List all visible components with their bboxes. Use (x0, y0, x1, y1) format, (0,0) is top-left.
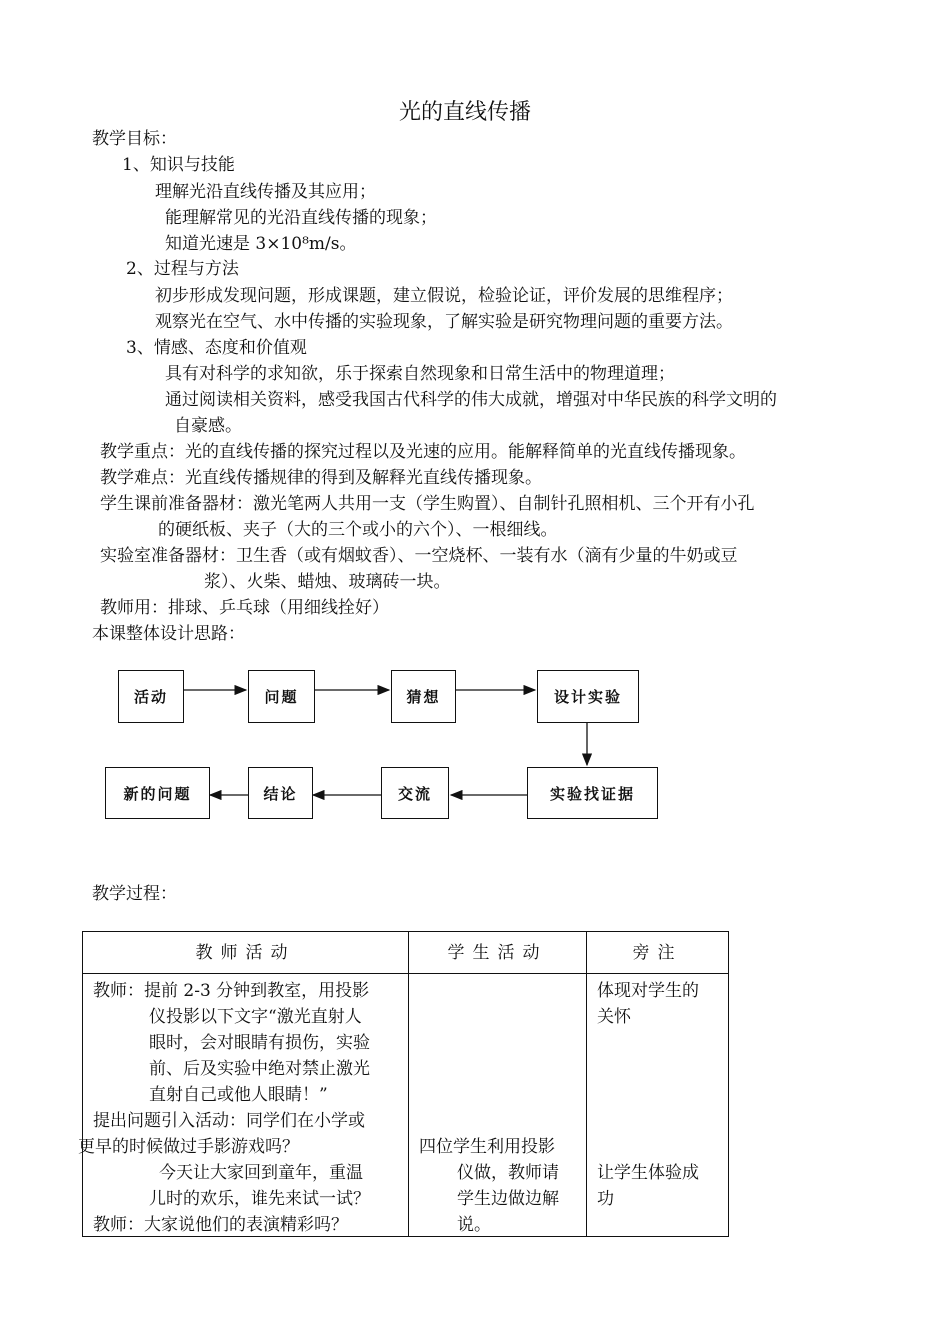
flow-guess-box: 猜想 (391, 670, 456, 723)
objective-1-heading: 1、知识与技能 (122, 155, 235, 175)
notes-cell (587, 974, 728, 1236)
objective-2-item: 观察光在空气、水中传播的实验现象，了解实验是研究物理问题的重要方法。 (155, 312, 733, 332)
student-line: 四位学生利用投影 (419, 1137, 555, 1157)
objective-1-item: 理解光沿直线传播及其应用； (155, 182, 376, 202)
note-line: 让学生体验成 (597, 1163, 699, 1183)
teacher-line: 更早的时候做过手影游戏吗？ (78, 1137, 299, 1157)
header-teacher-activity: 教师活动 (83, 932, 409, 974)
note-line: 功 (597, 1189, 614, 1209)
student-line: 仪做，教师请 (457, 1163, 559, 1183)
flow-design-experiment-box: 设计实验 (537, 670, 639, 723)
teacher-line: 教师：提前 2-3 分钟到教室，用投影 (93, 981, 370, 1001)
student-equipment-line2: 的硬纸板、夹子（大的三个或小的六个）、一根细线。 (158, 520, 558, 540)
student-activity-cell (409, 974, 586, 1236)
teacher-line: 仪投影以下文字“激光直射人 (149, 1007, 362, 1027)
flow-activity-box: 活动 (118, 670, 184, 723)
page-title: 光的直线传播 (399, 100, 532, 125)
objective-2-heading: 2、过程与方法 (126, 259, 239, 279)
student-line: 说。 (457, 1215, 491, 1235)
objective-1-item: 能理解常见的光沿直线传播的现象； (165, 208, 437, 228)
lab-equipment-line1: 实验室准备器材：卫生香（或有烟蚊香）、一空烧杯、一装有水（滴有少量的牛奶或豆 (100, 546, 738, 566)
process-table (78, 931, 729, 1237)
teacher-line: 教师：大家说他们的表演精彩吗？ (93, 1215, 348, 1235)
difficulty: 教学难点：光直线传播规律的得到及解释光直线传播现象。 (100, 468, 542, 488)
objective-2-item: 初步形成发现问题，形成课题，建立假说，检验论证，评价发展的思维程序； (155, 286, 733, 306)
flow-new-question-box: 新的问题 (105, 767, 210, 819)
process-heading: 教学过程： (92, 884, 177, 904)
objective-3-heading: 3、情感、态度和价值观 (126, 338, 307, 358)
flow-question-box: 问题 (248, 670, 315, 723)
design-heading: 本课整体设计思路： (92, 624, 245, 644)
note-line: 体现对学生的 (597, 981, 699, 1001)
teacher-line: 直射自己或他人眼睛！” (149, 1085, 328, 1105)
key-point: 教学重点：光的直线传播的探究过程以及光速的应用。能解释简单的光直线传播现象。 (100, 442, 746, 462)
objective-3-item: 自豪感。 (174, 416, 242, 436)
teacher-equipment: 教师用：排球、乒乓球（用细线拴好） (100, 598, 389, 618)
teacher-line: 儿时的欢乐，谁先来试一试？ (149, 1189, 370, 1209)
flow-find-evidence-box: 实验找证据 (527, 767, 658, 819)
teacher-line: 提出问题引入活动：同学们在小学或 (93, 1111, 365, 1131)
teacher-line: 前、后及实验中绝对禁止激光 (149, 1059, 370, 1079)
teacher-line: 今天让大家回到童年，重温 (159, 1163, 363, 1183)
objective-1-item: 知道光速是 3×10⁸m/s。 (165, 234, 357, 254)
flow-conclusion-box: 结论 (248, 767, 313, 819)
header-student-activity: 学生活动 (409, 932, 587, 974)
objective-3-item: 具有对科学的求知欲，乐于探索自然现象和日常生活中的物理道理； (165, 364, 675, 384)
student-line: 学生边做边解 (457, 1189, 559, 1209)
flow-exchange-box: 交流 (381, 767, 449, 819)
lab-equipment-line2: 浆）、火柴、蜡烛、玻璃砖一块。 (204, 572, 451, 592)
header-notes: 旁注 (587, 932, 729, 974)
teacher-activity-cell (78, 974, 408, 1236)
teacher-line: 眼时，会对眼睛有损伤，实验 (149, 1033, 370, 1053)
student-equipment-line1: 学生课前准备器材：激光笔两人共用一支（学生购置）、自制针孔照相机、三个开有小孔 (100, 494, 755, 514)
objective-3-item: 通过阅读相关资料，感受我国古代科学的伟大成就，增强对中华民族的科学文明的 (165, 390, 777, 410)
objectives-heading: 教学目标： (92, 129, 177, 149)
note-line: 关怀 (597, 1007, 631, 1027)
